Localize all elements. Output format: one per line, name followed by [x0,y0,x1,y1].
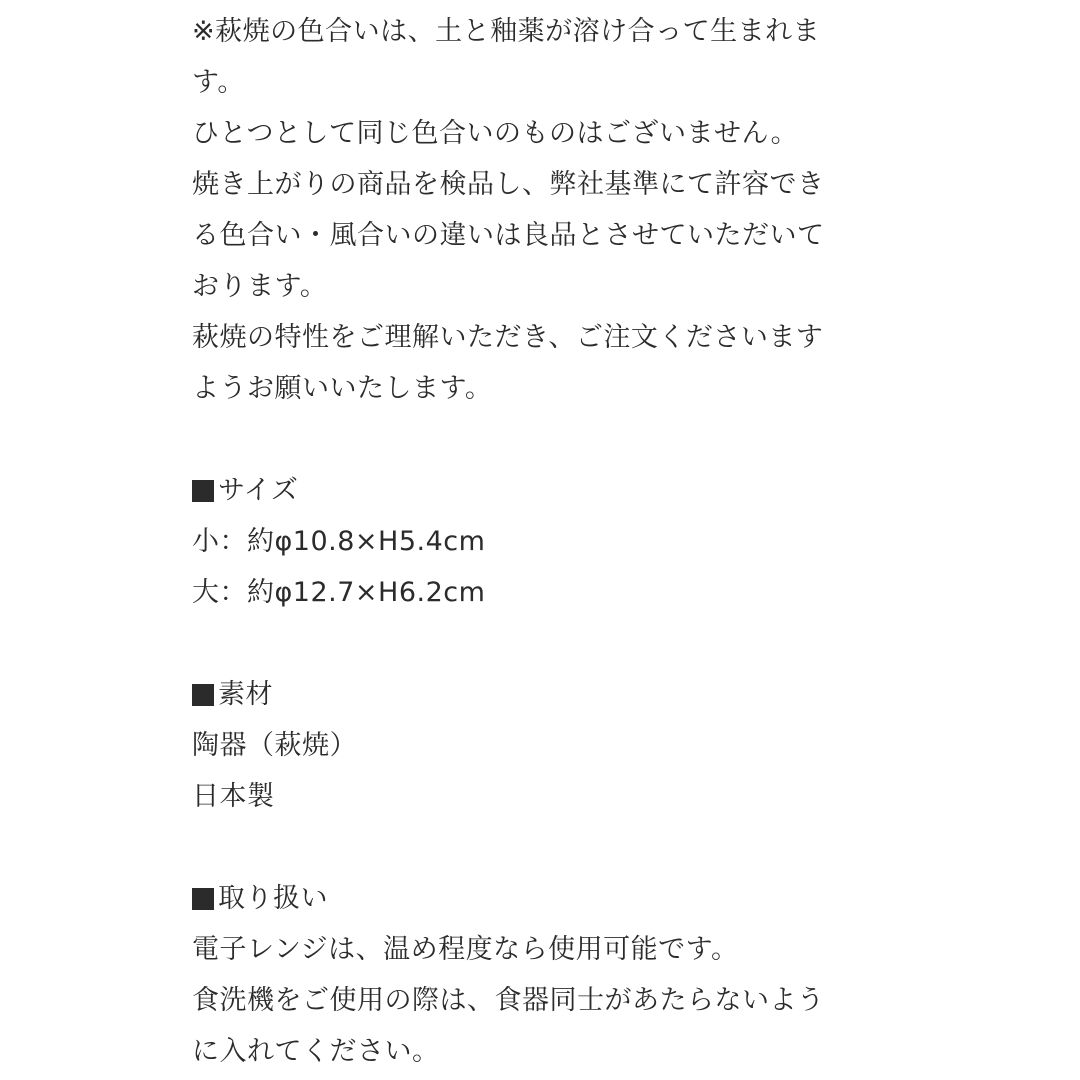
product-description [192,6,892,1077]
notice-line: る色合い・風合いの違いは良品とさせていただいて [192,220,825,251]
black-square-icon [192,480,214,502]
notice-line: ひとつとして同じ色合いのものはございません。 [192,118,799,149]
size-heading-label: サイズ [218,475,299,506]
handling-line: 電子レンジは、温め程度なら使用可能です。 [192,934,739,965]
spacer [192,822,892,873]
spacer [192,414,892,465]
material-section [192,669,892,822]
size-heading [192,465,892,516]
notice-line: す。 [192,67,245,98]
size-section [192,465,892,618]
notice-line: ※萩焼の色合いは、土と釉薬が溶け合って生まれま [192,16,821,47]
black-square-icon [192,684,214,706]
handling-section [192,873,892,1077]
material-type: 陶器（萩焼） [192,730,357,761]
notice-line: 萩焼の特性をご理解いただき、ご注文くださいます [192,322,824,353]
notice-line: 焼き上がりの商品を検品し、弊社基準にて許容でき [192,169,825,200]
material-origin: 日本製 [192,781,275,812]
size-small: 小：約φ10.8×H5.4cm [192,526,486,557]
black-square-icon [192,888,214,910]
spacer [192,618,892,669]
notice-line: ようお願いいたします。 [192,373,493,404]
material-heading-label: 素材 [218,679,273,710]
size-large: 大：約φ12.7×H6.2cm [192,577,486,608]
notice-line: おります。 [192,271,328,302]
handling-heading [192,873,892,924]
material-heading [192,669,892,720]
notice-section [192,6,892,414]
handling-line: に入れてください。 [192,1036,440,1067]
handling-heading-label: 取り扱い [218,883,328,914]
handling-line: 食洗機をご使用の際は、食器同士があたらないよう [192,985,825,1016]
